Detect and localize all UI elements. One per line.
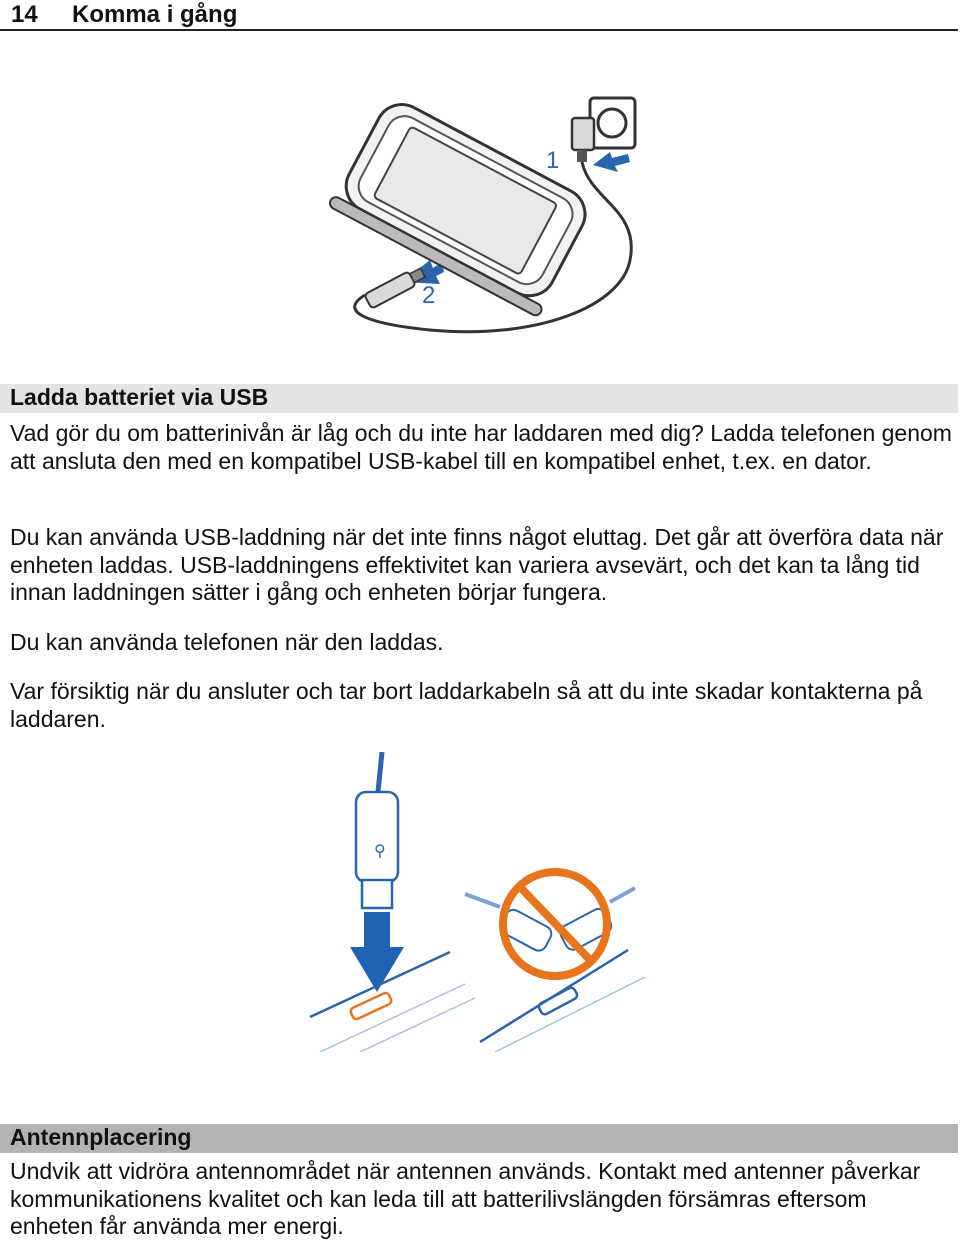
section-header-usb: [0, 384, 958, 413]
section-title-usb: Ladda batteriet via USB: [10, 384, 269, 410]
section-header-antenna: [0, 1124, 958, 1153]
usb-paragraph-2: Du kan använda USB-laddning när det inte finns något eluttag. Det går att överföra data när enheten laddas. USB-laddningens effektivitet kan variera avsevärt, och det kan ta lång tid innan laddningen sätter i gång och enheten börjar fungera.: [10, 524, 944, 605]
usb-insertion-illustration: [300, 752, 660, 1052]
phone-icon: [328, 94, 598, 318]
page-header: [0, 0, 958, 31]
page-number: 14: [11, 1, 38, 28]
usb-paragraph-1: Vad gör du om batterinivån är låg och du inte har laddaren med dig? Ladda telefonen genom att ansluta den med en kompatibel USB-kabel till en kompatibel enhet, t.ex. en dator.: [10, 420, 952, 474]
correct-insertion: [310, 752, 475, 1052]
phone-charging-illustration: [310, 90, 650, 350]
step-1-label: 1: [546, 147, 560, 174]
usb-paragraph-3: Du kan använda telefonen när den laddas.: [10, 629, 444, 655]
usb-plug-icon: [364, 266, 426, 309]
usb-symbol-icon: ⚲: [374, 843, 386, 860]
step-2-label: 2: [422, 282, 436, 309]
wall-charger-icon: [572, 98, 635, 162]
usb-paragraph-4: Var försiktig när du ansluter och tar bort laddarkabeln så att du inte skadar kontakterna på laddaren.: [10, 678, 923, 732]
incorrect-insertion: [465, 872, 645, 1052]
chapter-title: Komma i gång: [72, 1, 238, 28]
antenna-paragraph-1: Undvik att vidröra antennområdet när antennen används. Kontakt med antenner påverkar kommunikationens kvalitet och kan leda till att batterilivslängden försämras eftersom enheten får använda mer energi.: [10, 1158, 921, 1239]
plug-in-arrow-1-icon: [593, 152, 630, 172]
insert-down-arrow-icon: [350, 912, 404, 992]
section-title-antenna: Antennplacering: [10, 1124, 192, 1150]
